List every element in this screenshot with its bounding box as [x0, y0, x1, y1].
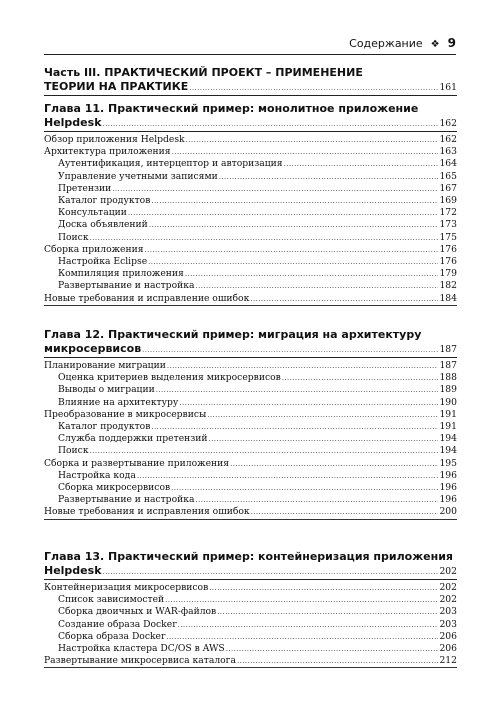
toc-entry-title: Поиск	[58, 231, 89, 243]
part-title-line2	[44, 80, 457, 95]
toc-entry[interactable]	[44, 207, 457, 219]
toc-entry-title: Доска объявлений	[58, 219, 148, 231]
toc-entry-title: Настройка кода	[58, 469, 136, 481]
toc-entry-title: Развертывание микросервиса каталога	[44, 655, 236, 667]
toc-entry-page: 175	[439, 231, 457, 243]
toc-entry[interactable]	[44, 631, 457, 643]
toc-entry-page: 189	[439, 384, 457, 396]
toc-entry-page: 179	[439, 268, 457, 280]
chapter-13	[44, 550, 457, 668]
toc-entry-page: 162	[439, 134, 457, 145]
chapter-title-line2	[44, 116, 457, 131]
toc-entry-title: Сборка микросервисов	[58, 482, 171, 494]
toc-entry-title: Управление учетными записями	[58, 170, 218, 182]
toc-entry-page: 176	[439, 256, 457, 268]
toc-entry[interactable]	[44, 482, 457, 494]
toc-entry-title: Список зависимостей	[58, 594, 165, 606]
toc-entry-page: 194	[439, 445, 457, 457]
chapter-title-line1: Глава 11. Практический пример: монолитное приложение	[44, 102, 419, 115]
leader-dots	[128, 207, 439, 219]
toc-entry[interactable]	[44, 146, 457, 158]
toc-entry-title: Обзор приложения Helpdesk	[44, 134, 185, 145]
leader-dots	[284, 158, 439, 170]
toc-entry-page: 203	[439, 606, 457, 618]
toc-entry[interactable]	[44, 293, 457, 305]
toc-entry-title: Компиляция приложения	[58, 268, 184, 280]
leader-dots	[282, 372, 439, 384]
toc-entry-title: Планирование миграции	[44, 360, 166, 371]
leader-dots	[167, 360, 439, 372]
toc-entry[interactable]	[44, 397, 457, 409]
toc-entry-page: 187	[439, 360, 457, 371]
toc-entry[interactable]	[44, 433, 457, 445]
toc-entry-title: Аутентификация, интерцептор и авторизация	[58, 158, 283, 170]
toc-entry[interactable]	[44, 470, 457, 482]
leader-dots	[90, 232, 439, 244]
diamond-ornament-icon: ❖	[430, 39, 440, 50]
toc-entry[interactable]	[44, 219, 457, 231]
part-title-line1: Часть III. ПРАКТИЧЕСКИЙ ПРОЕКТ – ПРИМЕНЕНИЕ	[44, 66, 363, 79]
header-page-number: 9	[447, 36, 456, 50]
chapter-title[interactable]	[44, 102, 457, 132]
chapter-11	[44, 102, 457, 306]
leader-dots	[137, 470, 439, 482]
leader-dots	[217, 606, 438, 618]
section-divider	[44, 667, 457, 668]
toc-entry[interactable]	[44, 619, 457, 631]
toc-entry[interactable]	[44, 195, 457, 207]
chapter-page: 187	[439, 344, 457, 355]
toc-entry-title: Служба поддержки претензий	[58, 433, 208, 445]
leader-dots	[207, 409, 438, 421]
toc-entry[interactable]	[44, 458, 457, 470]
leader-dots	[103, 565, 439, 579]
toc-entry-page: 165	[439, 170, 457, 182]
toc-entry[interactable]	[44, 280, 457, 292]
toc-entry[interactable]	[44, 360, 457, 372]
leader-dots	[149, 219, 439, 231]
toc-entry[interactable]	[44, 232, 457, 244]
leader-dots	[251, 506, 439, 518]
toc-entry-title: Каталог продуктов	[58, 421, 151, 433]
toc-entry-page: 212	[439, 655, 457, 667]
header-right	[349, 36, 456, 50]
leader-dots	[156, 384, 439, 396]
toc-entry[interactable]	[44, 606, 457, 618]
toc-entry-page: 195	[439, 457, 457, 469]
leader-dots	[90, 445, 439, 457]
toc-entry-page: 202	[439, 594, 457, 606]
toc-entry[interactable]	[44, 372, 457, 384]
leader-dots	[178, 619, 439, 631]
toc-entry[interactable]	[44, 421, 457, 433]
leader-dots	[171, 482, 438, 494]
toc-entry-page: 164	[439, 158, 457, 170]
chapter-title[interactable]	[44, 550, 457, 580]
leader-dots	[165, 594, 438, 606]
toc-entry-title: Выводы о миграции	[58, 384, 155, 396]
toc-entry-page: 173	[439, 219, 457, 231]
toc-entry-page: 196	[439, 482, 457, 494]
toc-entry[interactable]	[44, 183, 457, 195]
toc-entry[interactable]	[44, 268, 457, 280]
toc-entry-title: Претензии	[58, 182, 112, 194]
toc-entry-page: 194	[439, 433, 457, 445]
toc-entry-page: 182	[439, 280, 457, 292]
chapter-title-line2-text: Helpdesk	[44, 564, 102, 577]
toc-entry-title: Сборка двоичных и WAR-файлов	[58, 606, 217, 618]
toc-entry-page: 203	[439, 618, 457, 630]
leader-dots	[148, 256, 438, 268]
toc-entry-page: 202	[439, 582, 457, 593]
toc-entry-title: Каталог продуктов	[58, 195, 151, 207]
toc-entry-title: Развертывание и настройка	[58, 280, 195, 292]
toc-entry-title: Настройка Eclipse	[58, 256, 148, 268]
toc-entry[interactable]	[44, 494, 457, 506]
toc-entry[interactable]	[44, 171, 457, 183]
leader-dots	[219, 171, 439, 183]
toc-entry-page: 169	[439, 195, 457, 207]
toc-entry-title: Сборка образа Docker	[58, 630, 166, 642]
toc-entry-page: 176	[439, 243, 457, 255]
toc-entry-title: Сборка приложения	[44, 243, 144, 255]
chapter-title-line1: Глава 13. Практический пример: контейнеризация приложения	[44, 550, 453, 563]
toc-entry-page: 206	[439, 643, 457, 655]
leader-dots	[186, 134, 439, 146]
leader-dots	[226, 643, 439, 655]
toc-entry-title: Создание образа Docker	[58, 618, 177, 630]
leader-dots	[189, 81, 438, 95]
leader-dots	[185, 268, 439, 280]
leader-dots	[230, 458, 438, 470]
toc-entry-title: Развертывание и настройка	[58, 494, 195, 506]
part-title-line2-text: ТЕОРИИ НА ПРАКТИКЕ	[44, 80, 189, 93]
chapter-page: 162	[439, 118, 457, 129]
toc-entry[interactable]	[44, 134, 457, 146]
leader-dots	[209, 433, 439, 445]
toc-entry[interactable]	[44, 445, 457, 457]
toc-entry-title: Влияние на архитектуру	[58, 396, 179, 408]
toc-entry[interactable]	[44, 582, 457, 594]
toc-entry-title: Сборка и развертывание приложения	[44, 457, 230, 469]
toc-entry-page: 191	[439, 408, 457, 420]
toc-entry-title: Контейнеризация микросервисов	[44, 582, 209, 593]
chapter-page: 202	[439, 566, 457, 577]
chapter-title-line2-text: Helpdesk	[44, 116, 102, 129]
leader-dots	[172, 146, 439, 158]
toc-entry[interactable]	[44, 506, 457, 518]
toc-entry-page: 196	[439, 469, 457, 481]
toc-entry-title: Архитектура приложения	[44, 146, 171, 158]
leader-dots	[250, 293, 438, 305]
toc-entry-page: 196	[439, 494, 457, 506]
toc-entry-page: 191	[439, 421, 457, 433]
leader-dots	[151, 421, 438, 433]
toc-entry-title: Поиск	[58, 445, 89, 457]
toc-entry-page: 172	[439, 207, 457, 219]
part-title	[44, 66, 457, 96]
leader-dots	[103, 117, 439, 131]
toc-entry-title: Консультации	[58, 207, 127, 219]
toc-entry[interactable]	[44, 244, 457, 256]
leader-dots	[209, 582, 438, 594]
toc-entry-title: Настройка кластера DC/OS в AWS	[58, 643, 225, 655]
toc-entry-page: 167	[439, 182, 457, 194]
toc-entry-title: Преобразование в микросервисы	[44, 408, 207, 420]
chapter-title-line2	[44, 342, 457, 357]
toc-entry-title: Новые требования и исправления ошибок	[44, 506, 250, 518]
leader-dots	[112, 183, 438, 195]
toc-entry-page: 184	[439, 292, 457, 304]
toc-entry-page: 206	[439, 630, 457, 642]
toc-entry[interactable]	[44, 158, 457, 170]
part-heading	[44, 66, 457, 98]
leader-dots	[237, 655, 438, 667]
chapter-12	[44, 328, 457, 520]
chapter-title-line1: Глава 12. Практический пример: миграция на архитектуру	[44, 328, 422, 341]
leader-dots	[195, 280, 438, 292]
toc-entry[interactable]	[44, 384, 457, 396]
running-header	[44, 36, 456, 55]
leader-dots	[142, 343, 438, 357]
chapter-title[interactable]	[44, 328, 457, 358]
chapter-title-line2	[44, 564, 457, 579]
toc-entry-page: 163	[439, 146, 457, 158]
leader-dots	[195, 494, 438, 506]
toc-entry[interactable]	[44, 655, 457, 667]
toc-entry-title: Новые требования и исправление ошибок	[44, 292, 250, 304]
leader-dots	[145, 244, 439, 256]
section-divider	[44, 305, 457, 306]
leader-dots	[179, 397, 438, 409]
toc-entry-title: Оценка критериев выделения микросервисов	[58, 372, 281, 384]
toc-entry-page: 188	[439, 372, 457, 384]
toc-entry-page: 190	[439, 396, 457, 408]
toc-entry[interactable]	[44, 256, 457, 268]
toc-entry[interactable]	[44, 409, 457, 421]
toc-entry[interactable]	[44, 594, 457, 606]
part-page: 161	[439, 82, 457, 93]
leader-dots	[166, 631, 438, 643]
leader-dots	[151, 195, 438, 207]
header-title: Содержание	[349, 37, 423, 50]
toc-entry-page: 200	[439, 506, 457, 518]
toc-entry[interactable]	[44, 643, 457, 655]
section-divider	[44, 519, 457, 520]
chapter-title-line2-text: микросервисов	[44, 342, 142, 355]
